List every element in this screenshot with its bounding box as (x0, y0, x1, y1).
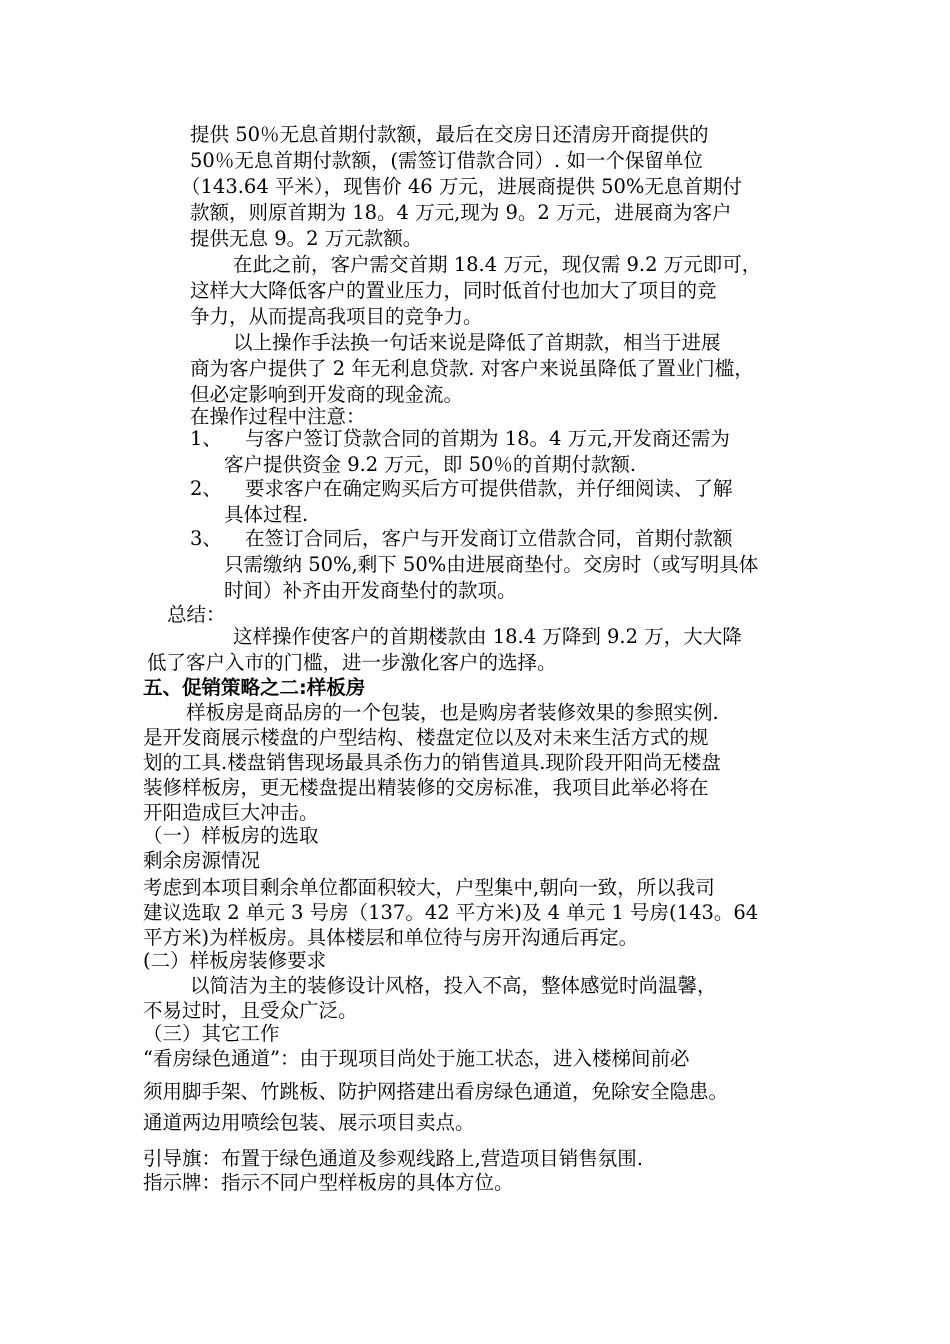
note-2-line-2: 具体过程. (224, 503, 309, 526)
section-5-line-5: 开阳造成巨大冲击。 (143, 801, 319, 824)
note-3-line-2: 只需缴纳 50%,剩下 50%由进展商垫付。交房时（或写明具体 (224, 553, 759, 576)
subsection-1-para-line-3: 平方米)为样板房。具体楼层和单位待与房开沟通后再定。 (143, 926, 639, 949)
subsection-2-title: (二）样板房装修要求 (143, 949, 327, 972)
note-1-line-1: 与客户签订贷款合同的首期为 18。4 万元,开发商还需为 (245, 427, 730, 450)
conclusion-line-2: 低了客户入市的门槛，进一步激化客户的选择。 (147, 651, 557, 674)
note-3-number: 3、 (190, 527, 222, 550)
section-5-line-4: 装修样板房，更无楼盘提出精装修的交房标准，我项目此举必将在 (143, 776, 709, 799)
intro-line-5: 提供无息 9。2 万元款额。 (190, 227, 423, 250)
subsection-1-para-line-1: 考虑到本项目剩余单位都面积较大，户型集中,朝向一致，所以我司 (143, 876, 715, 899)
section-5-line-1: 样板房是商品房的一个包装，也是购房者装修效果的参照实例. (186, 701, 719, 724)
conclusion-label: 总结： (167, 603, 226, 626)
subsection-2-line-2: 不易过时，且受众广泛。 (143, 999, 358, 1022)
subsection-1-line: 剩余房源情况 (143, 849, 261, 872)
op-summary-line-1: 以上操作手法换一句话来说是降低了首期款，相当于进展 (233, 331, 721, 354)
section-5-line-2: 是开发商展示楼盘的户型结构、楼盘定位以及对未来生活方式的规 (143, 726, 709, 749)
note-2-number: 2、 (190, 477, 222, 500)
before-line-3: 争力，从而提高我项目的竞争力。 (190, 305, 483, 328)
note-3-line-3: 时间）补齐由开发商垫付的款项。 (224, 579, 517, 602)
subsection-1-para-line-2: 建议选取 2 单元 3 号房（137。42 平方米)及 4 单元 1 号房(143。64 (143, 901, 759, 924)
subsection-1-title: （一）样板房的选取 (143, 824, 319, 847)
intro-line-4: 款额，则原首期为 18。4 万元,现为 9。2 万元，进展商为客户 (190, 201, 732, 224)
subsection-2-line-1: 以简洁为主的装修设计风格，投入不高，整体感觉时尚温馨， (190, 974, 717, 997)
note-3-line-1: 在签订合同后，客户与开发商订立借款合同，首期付款额 (245, 527, 733, 550)
note-1-line-2: 客户提供资金 9.2 万元，即 50％的首期付款额. (224, 453, 637, 476)
guide-flag-line: 引导旗：布置于绿色通道及参观线路上,营造项目销售氛围. (143, 1147, 643, 1170)
note-1-number: 1、 (190, 427, 222, 450)
section-5-title: 五、促销策略之二:样板房 (143, 676, 366, 699)
subsection-3-title: （三）其它工作 (143, 1022, 280, 1045)
before-line-1: 在此之前，客户需交首期 18.4 万元，现仅需 9.2 万元即可， (233, 253, 762, 276)
note-2-line-1: 要求客户在确定购买后方可提供借款，并仔细阅读、了解 (245, 477, 733, 500)
op-summary-line-3: 但必定影响到开发商的现金流。 (190, 383, 464, 406)
conclusion-line-1: 这样操作使客户的首期楼款由 18.4 万降到 9.2 万，大大降 (233, 625, 742, 648)
intro-line-3: （143.64 平米），现售价 46 万元，进展商提供 50%无息首期付 (181, 175, 742, 198)
sign-board-line: 指示牌：指示不同户型样板房的具体方位。 (143, 1171, 514, 1194)
subsection-3-line-2: 须用脚手架、竹跳板、防护网搭建出看房绿色通道，免除安全隐患。 (143, 1080, 729, 1103)
intro-line-2: 50％无息首期付款额，(需签订借款合同）. 如一个保留单位 (190, 149, 703, 172)
subsection-3-line-3: 通道两边用喷绘包装、展示项目卖点。 (143, 1111, 475, 1134)
notes-heading: 在操作过程中注意： (190, 405, 366, 428)
section-5-line-3: 划的工具.楼盘销售现场最具杀伤力的销售道具.现阶段开阳尚无楼盘 (143, 751, 721, 774)
intro-line-1: 提供 50％无息首期付款额，最后在交房日还清房开商提供的 (190, 123, 709, 146)
op-summary-line-2: 商为客户提供了 2 年无利息贷款. 对客户来说虽降低了置业门槛， (190, 357, 754, 380)
subsection-3-line-1: “看房绿色通道”：由于现项目尚处于施工状态，进入楼梯间前必 (143, 1047, 690, 1070)
before-line-2: 这样大大降低客户的置业压力，同时低首付也加大了项目的竞 (190, 279, 717, 302)
